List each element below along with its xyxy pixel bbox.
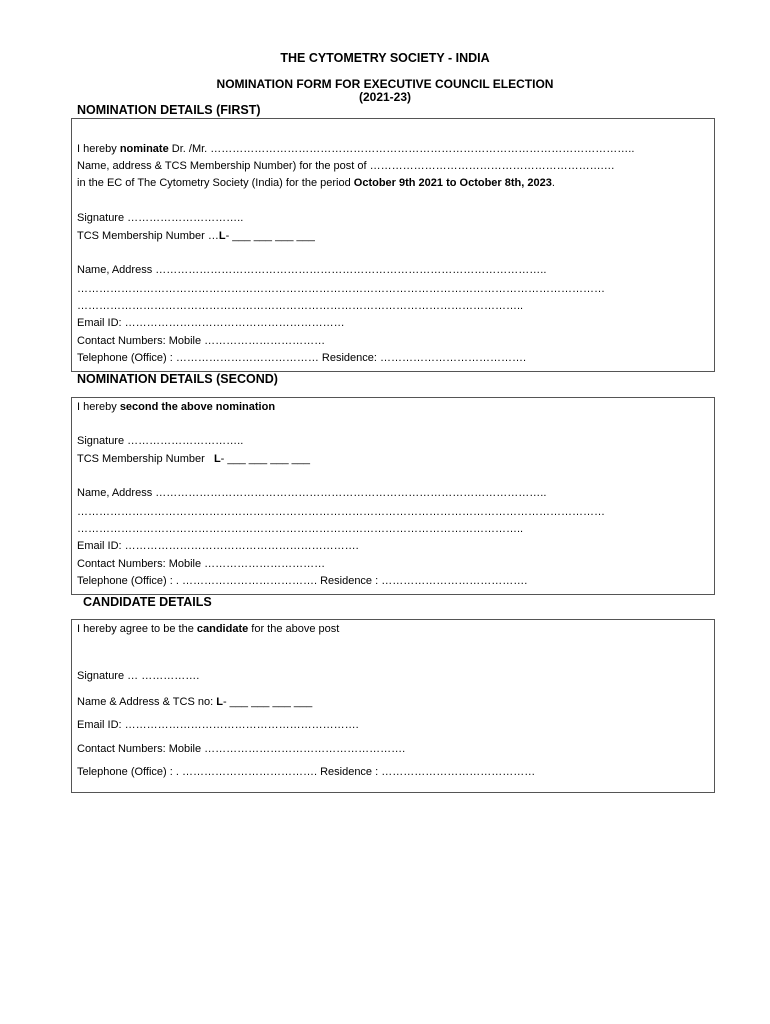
first-address-line-2[interactable]: ……………………………………………………………………………………………………………………………… (77, 283, 605, 295)
first-membership-a: TCS Membership Number … (77, 230, 219, 242)
candidate-contact-field[interactable]: Contact Numbers: Mobile ………………………………………………. (77, 743, 406, 755)
candidate-name-c: - ___ ___ ___ ___ (222, 696, 313, 708)
first-l1-c: Dr. /Mr. …………………………………………………………………………………………………….. (168, 143, 635, 155)
candidate-telephone-field[interactable]: Telephone (Office) : . ………………………………. Residence : …………………………………… (77, 766, 536, 778)
candidate-l1-a: I hereby agree to be the (77, 623, 197, 635)
second-heading: NOMINATION DETAILS (SECOND) (77, 372, 278, 386)
first-heading: NOMINATION DETAILS (FIRST) (77, 103, 261, 117)
first-l1-a: I hereby (77, 143, 120, 155)
first-post-line[interactable]: Name, address & TCS Membership Number) for the post of ……………………………………………………….… (77, 160, 615, 172)
candidate-signature-field[interactable]: Signature … ……………. (77, 670, 200, 682)
first-l3-b: October 9th 2021 to October 8th, 2023 (353, 177, 552, 189)
second-membership-field[interactable] (77, 453, 310, 466)
form-term: (2021-23) (358, 90, 412, 104)
form-title (0, 78, 770, 104)
second-line (77, 401, 275, 414)
second-l1-b: second the above nomination (119, 401, 276, 413)
first-address-line-3[interactable]: ………………………………………………………………………………………………………….. (77, 300, 524, 312)
candidate-name-field[interactable] (77, 696, 312, 709)
candidate-l1-b: candidate (196, 623, 249, 635)
first-l3-c: . (551, 177, 555, 189)
first-membership-c: - ___ ___ ___ ___ (225, 230, 315, 242)
candidate-l1-c: for the above post (248, 623, 340, 635)
first-email-field[interactable]: Email ID: …………………………………………………… (77, 317, 345, 329)
first-nominate-line[interactable] (77, 143, 634, 156)
first-name-address-field[interactable]: Name, Address …………………………………………………………………………………………….. (77, 264, 547, 276)
second-l1-a: I hereby (77, 401, 120, 413)
candidate-email-field[interactable]: Email ID: ………………………………………………………. (77, 719, 359, 731)
first-membership-b: L (218, 230, 226, 242)
candidate-name-b: L (216, 696, 223, 708)
first-l1-b: nominate (119, 143, 169, 155)
first-box (71, 118, 715, 372)
second-signature-field[interactable]: Signature ………………………….. (77, 435, 244, 447)
first-telephone-field[interactable]: Telephone (Office) : ………………………………… Residence: …………………………………. (77, 352, 527, 364)
second-membership-c: - ___ ___ ___ ___ (220, 453, 310, 465)
second-membership-b: L (213, 453, 221, 465)
candidate-name-a: Name & Address & TCS no: (77, 696, 217, 708)
second-membership-a: TCS Membership Number (77, 453, 214, 465)
form-title-text: NOMINATION FORM FOR EXECUTIVE COUNCIL ELECTION (216, 77, 554, 91)
second-contact-field[interactable]: Contact Numbers: Mobile …………………………… (77, 558, 326, 570)
second-telephone-field[interactable]: Telephone (Office) : . ………………………………. Residence : …………………………………. (77, 575, 528, 587)
first-membership-field[interactable] (77, 230, 315, 243)
second-address-line-3[interactable]: ………………………………………………………………………………………………………….. (77, 523, 524, 535)
second-address-line-2[interactable]: ……………………………………………………………………………………………………………………………… (77, 506, 605, 518)
second-name-address-field[interactable]: Name, Address …………………………………………………………………………………………….. (77, 487, 547, 499)
society-title: THE CYTOMETRY SOCIETY - INDIA (280, 51, 490, 65)
candidate-heading: CANDIDATE DETAILS (83, 595, 212, 609)
first-contact-field[interactable]: Contact Numbers: Mobile …………………………… (77, 335, 326, 347)
first-period-line (77, 177, 555, 190)
first-signature-field[interactable]: Signature ………………………….. (77, 212, 244, 224)
first-l3-a: in the EC of The Cytometry Society (India) for the period (77, 177, 354, 189)
second-email-field[interactable]: Email ID: ………………………………………………………. (77, 540, 359, 552)
candidate-line (77, 623, 339, 636)
